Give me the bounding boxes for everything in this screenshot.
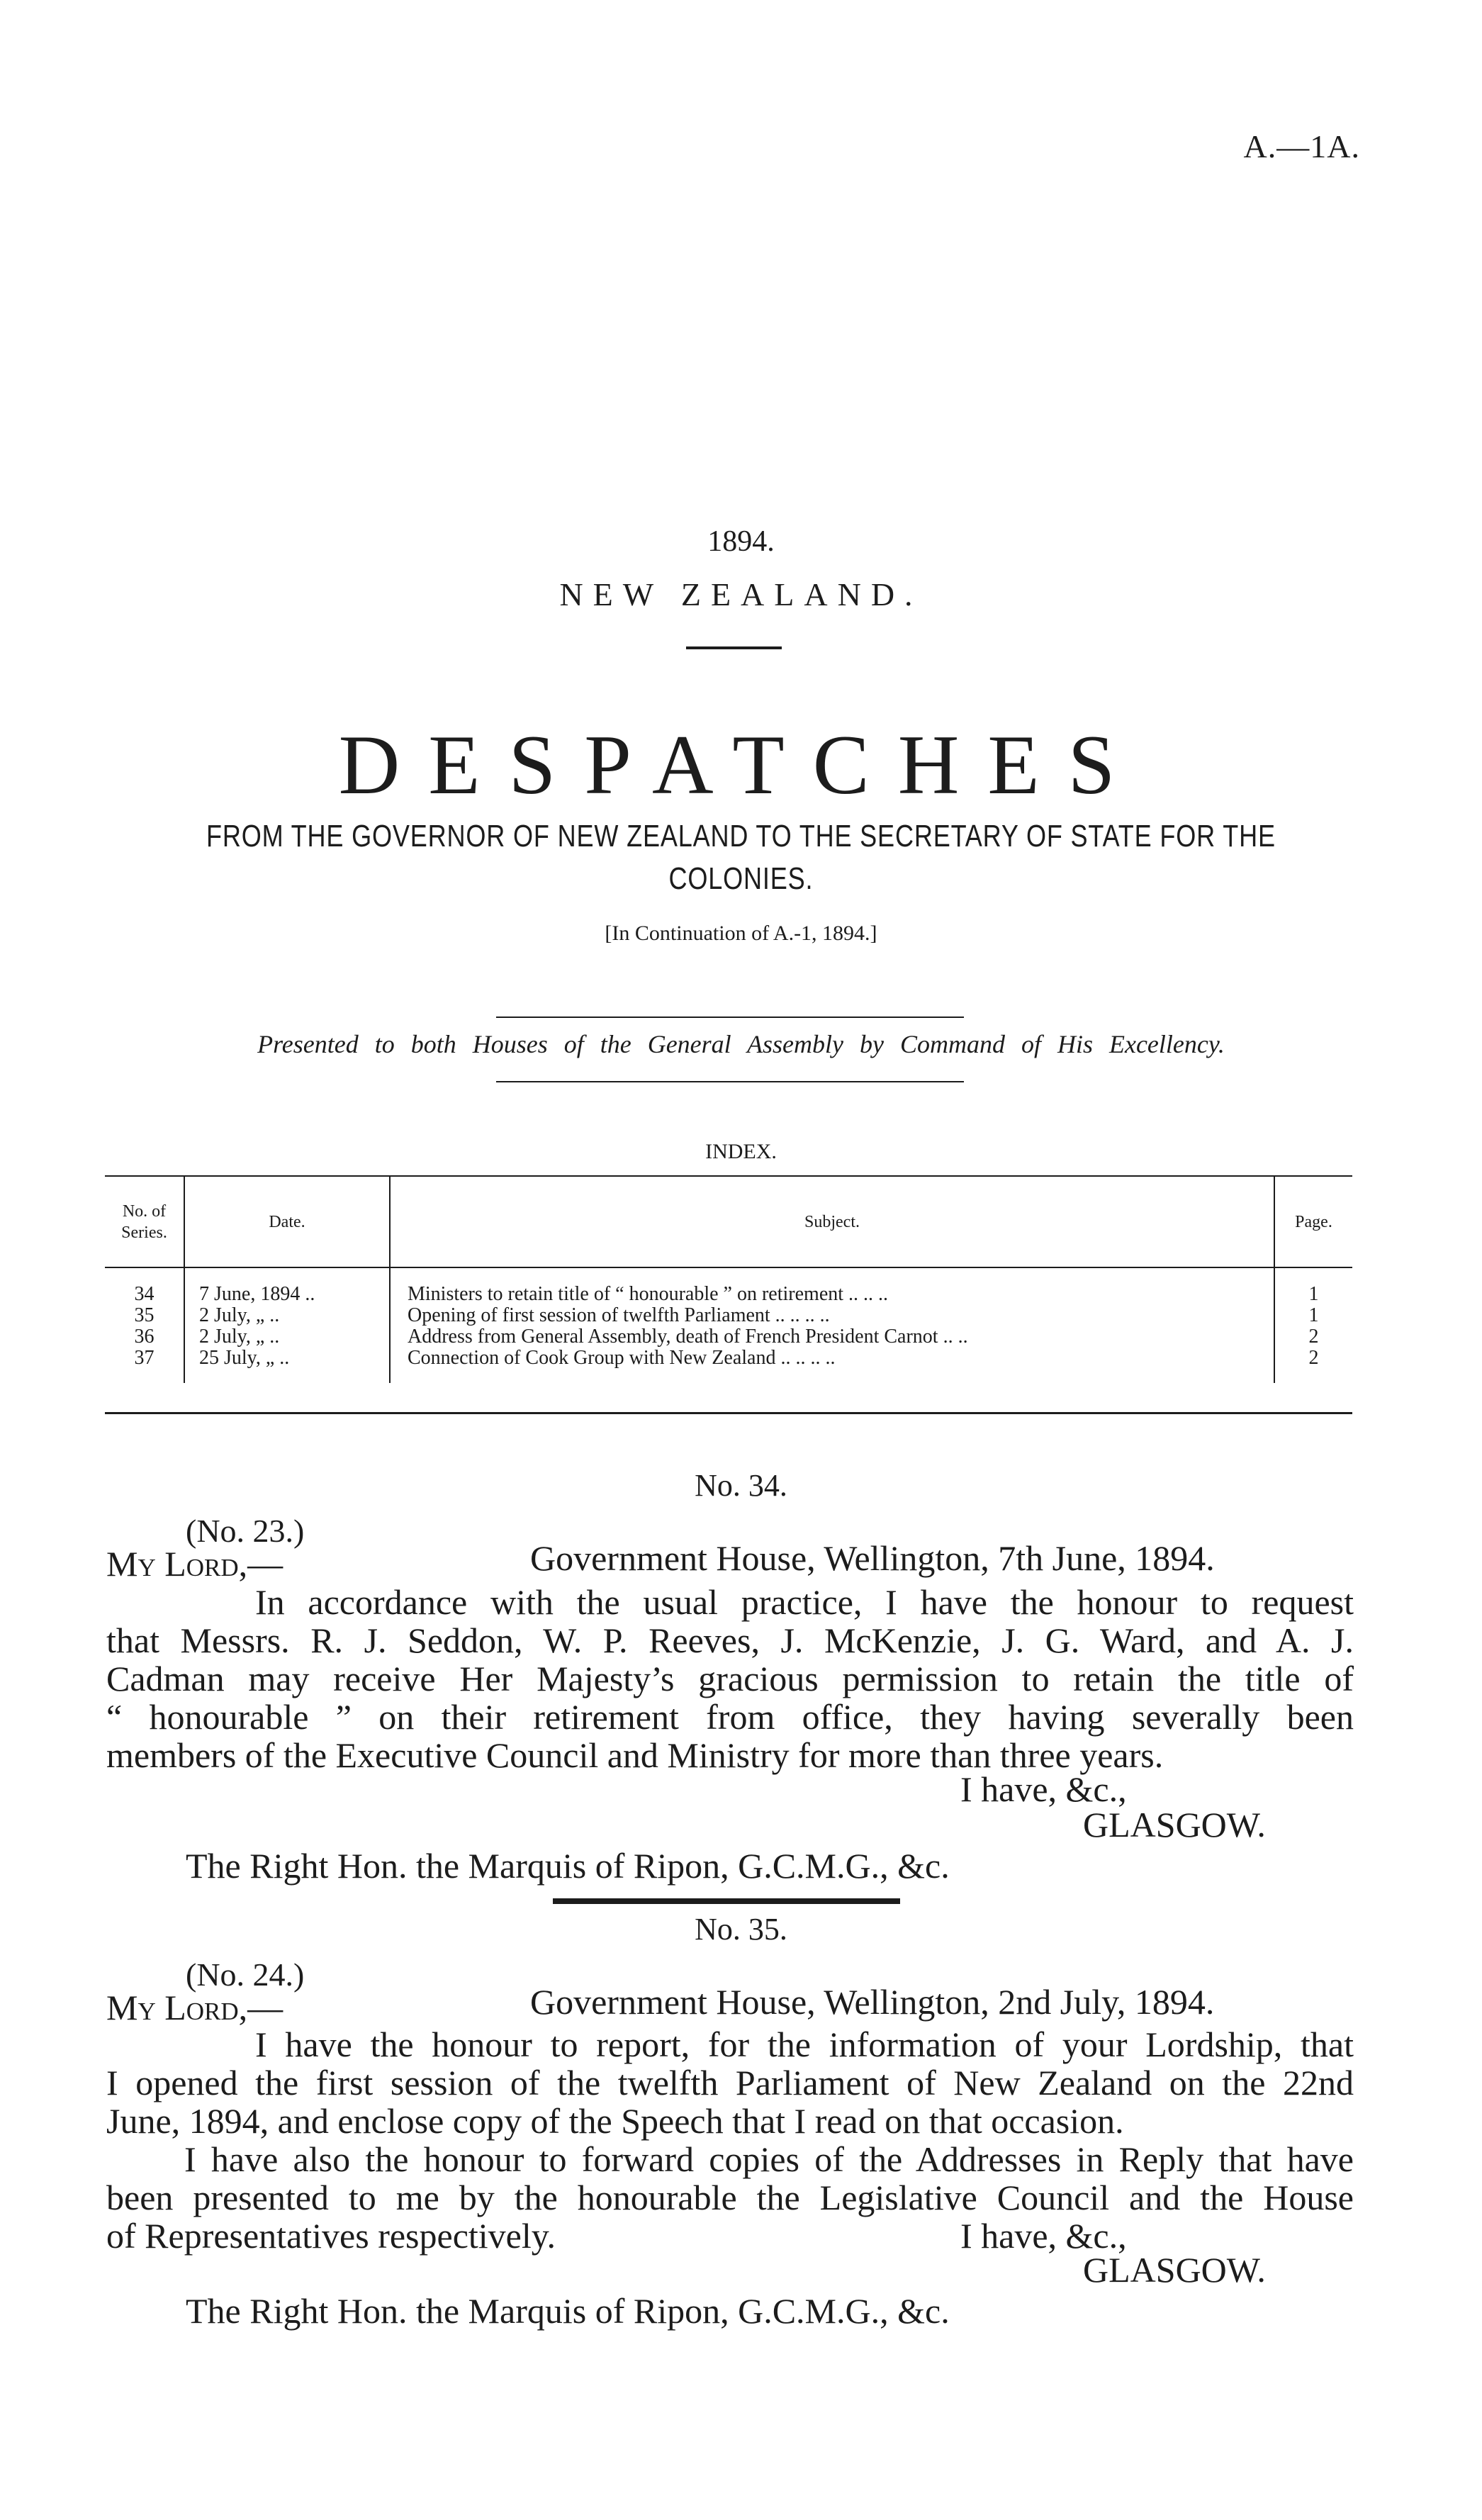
cell-subject: Ministers to retain title of “ honourable ” on retirement .. .. .. [390,1267,1274,1305]
cell-date: 7 June, 1894 .. [184,1267,390,1305]
presented-note: Presented to both Houses of the General Assembly by Command of His Excellency. [257,1030,1225,1058]
cell-page: 2 [1308,1326,1319,1348]
column-header-page: Page. [1274,1177,1352,1267]
column-header-no: No. of Series. [105,1177,184,1267]
subtitle-line-1: FROM THE GOVERNOR OF NEW ZEALAND TO THE SECRETARY OF STATE FOR THE [206,819,1276,853]
body-line: Cadman may receive Her Majesty’s gracious permission to retain the title of [106,1659,1354,1698]
divider [686,646,782,649]
salutation: My Lord,— [106,1988,284,2027]
table-row [105,1305,1352,1326]
cell-no: 35 [105,1305,184,1326]
document-subtitle [133,815,1349,900]
subtitle-line-2: COLONIES. [668,861,814,896]
body-line: that Messrs. R. J. Seddon, W. P. Reeves, J. McKenzie, J. G. Ward, and A. J. [106,1620,1354,1660]
body-line: In accordance with the usual practice, I have the honour to request [255,1582,1354,1622]
table-row [105,1348,1352,1383]
body-line: I opened the first session of the twelfth Parliament of New Zealand on the 22nd [106,2063,1354,2102]
body-line: members of the Executive Council and Ministry for more than three years. [106,1735,1164,1775]
divider [496,1017,964,1018]
column-header-subject: Subject. [390,1177,1274,1267]
addressee: The Right Hon. the Marquis of Ripon, G.C.M.G., &c. [186,2291,950,2331]
year: 1894. [707,525,775,558]
table-header-row [105,1177,1352,1267]
document-title: DESPATCHES [338,717,1144,812]
closing: I have, &c., [960,1769,1127,1809]
table-row [105,1267,1352,1305]
body-line: “ honourable ” on their retirement from office, they having severally been [106,1697,1354,1737]
salutation: My Lord,— [106,1544,284,1584]
place-date: Government House, Wellington, 2nd July, 1894. [530,1982,1215,2022]
index-table [105,1177,1352,1383]
cell-subject: Address from General Assembly, death of French President Carnot .. .. [390,1326,1274,1348]
cell-page: 1 [1308,1304,1319,1326]
divider [553,1898,900,1904]
cell-date: 25 July, „ .. [184,1348,390,1383]
continuation-note: [In Continuation of A.-1, 1894.] [605,922,877,945]
cell-subject: Opening of first session of twelfth Parliament .. .. .. .. [390,1305,1274,1326]
body-line: I have also the honour to forward copies of the Addresses in Reply that have [184,2139,1354,2179]
signature: GLASGOW. [1083,2250,1266,2290]
cell-page: 2 [1308,1347,1319,1369]
body-line: of Representatives respectively. [106,2216,556,2256]
table-row [105,1326,1352,1348]
cell-no: 36 [105,1326,184,1348]
place-date: Government House, Wellington, 7th June, 1894. [530,1538,1215,1578]
cell-page: 1 [1308,1283,1319,1305]
cell-date: 2 July, „ .. [184,1305,390,1326]
country-heading: NEW ZEALAND. [559,576,923,612]
addressee: The Right Hon. the Marquis of Ripon, G.C.M.G., &c. [186,1846,950,1886]
despatch-ref: (No. 23.) [186,1513,305,1549]
body-line: been presented to me by the honourable the Legislative Council and the House [106,2178,1354,2217]
table-rule-bottom [105,1412,1352,1414]
despatch-heading: No. 34. [695,1468,787,1503]
cell-subject: Connection of Cook Group with New Zealand .. .. .. .. [390,1348,1274,1383]
cell-no: 34 [105,1267,184,1305]
despatch-heading: No. 35. [695,1912,787,1947]
body-line: I have the honour to report, for the information of your Lordship, that [255,2025,1354,2064]
cell-no: 37 [105,1348,184,1383]
cell-date: 2 July, „ .. [184,1326,390,1348]
despatch-ref: (No. 24.) [186,1956,305,1993]
signature: GLASGOW. [1083,1805,1266,1844]
index-heading: INDEX. [705,1140,777,1163]
column-header-date: Date. [184,1177,390,1267]
divider [496,1081,964,1082]
closing: I have, &c., [960,2216,1127,2256]
body-line: June, 1894, and enclose copy of the Speech that I read on that occasion. [106,2101,1124,2141]
document-reference: A.—1A. [1243,128,1360,164]
